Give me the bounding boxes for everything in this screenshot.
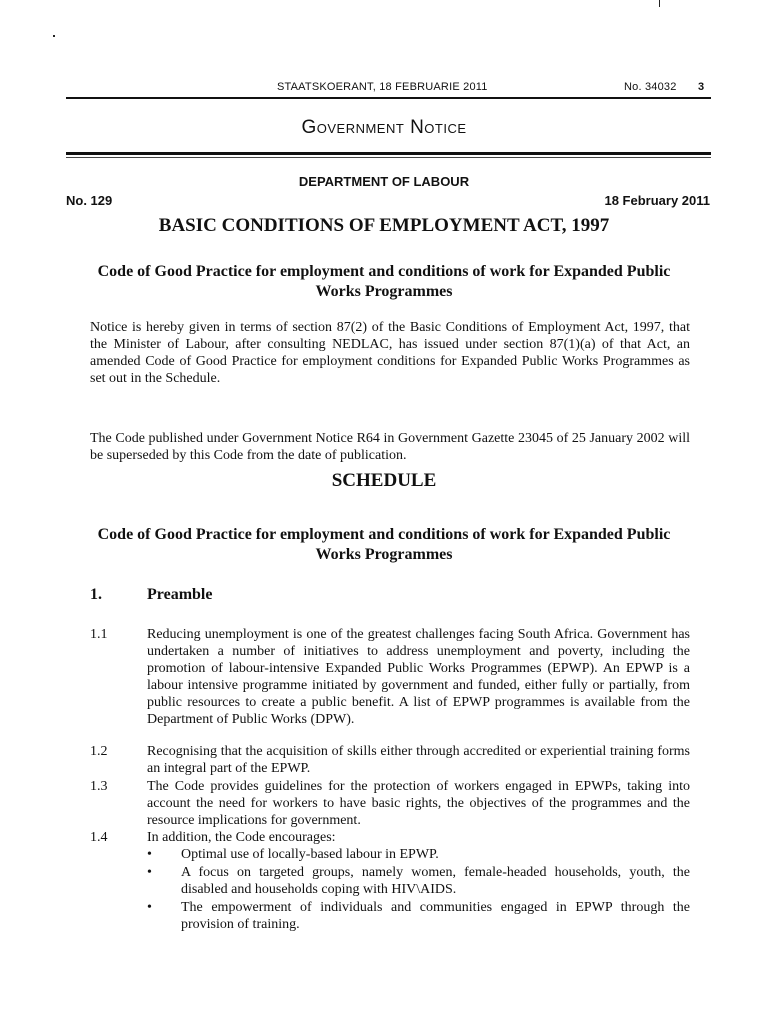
item-text: The Code provides guidelines for the protection of workers engaged in EPWPs, taking into account the need for workers to have basic rights, the objectives of the programmes and the resource implications for government. — [147, 779, 690, 828]
intro-paragraph: Notice is hereby given in terms of section 87(2) of the Basic Conditions of Employment Act, 1997, that the Minister of Labour, after consulting NEDLAC, has issued under section 87(1)(a) of that Act, an amended Code of Good Practice for employment conditions for Expanded Public Works Programmes as set out in the Schedule. — [90, 320, 690, 386]
scan-speck-top-right — [659, 0, 660, 7]
schedule-code-title: Code of Good Practice for employment and conditions of work for Expanded Public Works Programmes — [97, 526, 671, 563]
item-number: 1.4 — [90, 830, 108, 845]
scan-speck-top-left — [53, 35, 55, 37]
bullet-text: Optimal use of locally-based labour in EPWP. — [181, 847, 439, 862]
notice-number: No. 129 — [66, 193, 113, 208]
bullet-text: The empowerment of individuals and communities engaged in EPWP through the provision of training. — [181, 900, 690, 932]
bullet-text: A focus on targeted groups, namely women, female-headed households, youth, the disabled and households coping with HIV\AIDS. — [181, 865, 690, 897]
notice-thin-rule — [66, 157, 711, 158]
bullet-icon: • — [147, 847, 152, 862]
item-text: Reducing unemployment is one of the greatest challenges facing South Africa. Government has undertaken a number of initiatives to address unemployment and poverty, including the promotion of labour-intensive Expanded Public Works Programmes (EPWP). An EPWP is a labour intensive programme initiated by government and funded, either fully or partially, from public resources to create a public benefit. A list of EPWP programmes is available from the Department of Public Works (DPW). — [147, 627, 690, 727]
item-number: 1.2 — [90, 744, 108, 759]
intro-paragraph: The Code published under Government Notice R64 in Government Gazette 23045 of 25 January 2002 will be superseded by this Code from the date of publication. — [90, 431, 690, 463]
running-head-page: 3 — [698, 81, 705, 93]
header-rule — [66, 97, 711, 99]
bullet-icon: • — [147, 900, 152, 915]
section-title: Preamble — [147, 586, 213, 603]
bullet-icon: • — [147, 865, 152, 880]
notice-title: Government Notice — [301, 117, 467, 138]
item-text: In addition, the Code encourages: — [147, 830, 336, 845]
item-text: Recognising that the acquisition of skills either through accredited or experiential training forms an integral part of the EPWP. — [147, 744, 690, 776]
code-title: Code of Good Practice for employment and conditions of work for Expanded Public Works Programmes — [97, 263, 671, 300]
notice-date: 18 February 2011 — [604, 193, 710, 208]
act-title: BASIC CONDITIONS OF EMPLOYMENT ACT, 1997 — [158, 215, 610, 236]
notice-thick-rule — [66, 152, 711, 155]
item-number: 1.3 — [90, 779, 108, 794]
running-head-publication: STAATSKOERANT, 18 FEBRUARIE 2011 — [277, 81, 488, 93]
section-number: 1. — [90, 586, 102, 603]
item-number: 1.1 — [90, 627, 108, 642]
running-head-number: No. 34032 — [624, 81, 677, 93]
department-heading: DEPARTMENT OF LABOUR — [298, 174, 470, 189]
schedule-heading: SCHEDULE — [331, 470, 437, 491]
